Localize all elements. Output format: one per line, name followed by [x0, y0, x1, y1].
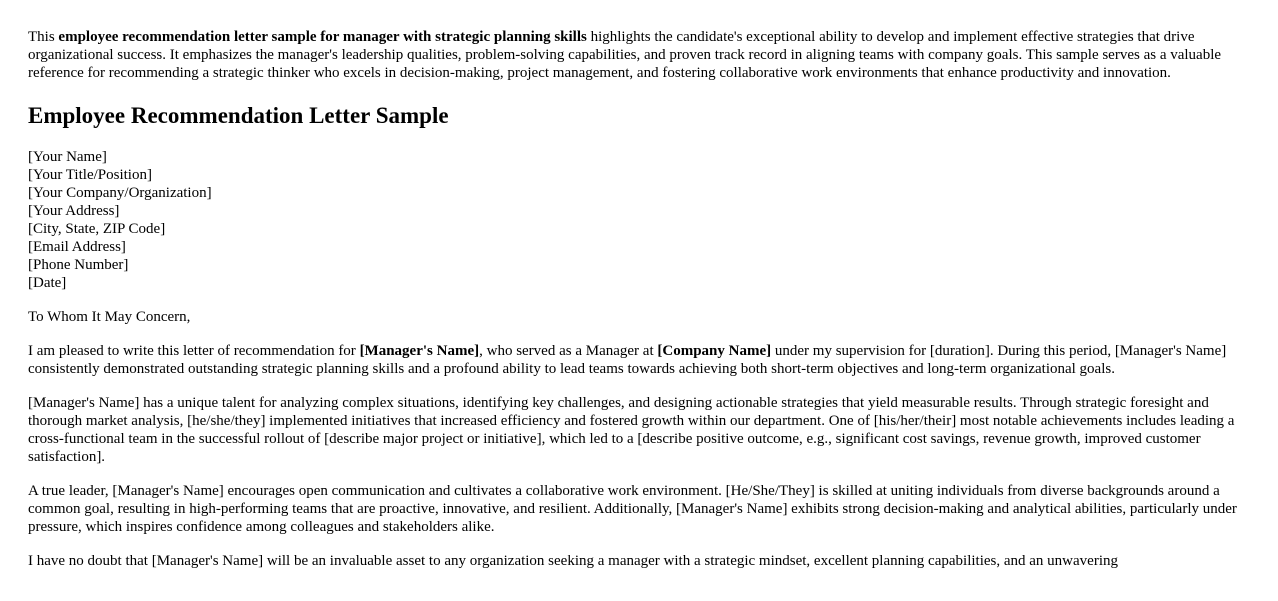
- letter-heading: Employee Recommendation Letter Sample: [28, 103, 449, 128]
- letter-paragraph-4: I have no doubt that [Manager's Name] will be an invaluable asset to any organization seeking a manager with a strategic mindset, excellent planning capabilities, and an unwavering: [28, 553, 1118, 569]
- letter-paragraph-2: [Manager's Name] has a unique talent for analyzing complex situations, identifying key challenges, and designing actionable strategies that yield measurable results. Through strategic foresight and thorough market analysis, [he/she/they] implemented initiatives that increased efficiency and fostered growth within our department. One of [his/her/their] most notable achievements includes leading a cross-functional team in the successful rollout of [describe major project or initiative], which led to a [describe positive outcome, e.g., significant cost savings, revenue growth, improved customer satisfaction].: [28, 395, 1235, 465]
- letter-date: [Date]: [28, 275, 67, 291]
- letter-paragraph-1: [28, 342, 1250, 378]
- letter-paragraph-3: A true leader, [Manager's Name] encourages open communication and cultivates a collaborative work environment. [He/She/They] is skilled at uniting individuals from diverse backgrounds around a common goal, resulting in high-performing teams that are proactive, innovative, and resilient. Additionally, [Manager's Name] exhibits strong decision-making and analytical abilities, particularly under pressure, which inspires confidence among colleagues and stakeholders alike.: [28, 483, 1237, 535]
- sender-phone: [Phone Number]: [28, 257, 129, 273]
- intro-lead-text: This: [28, 29, 59, 45]
- sender-city-state-zip: [City, State, ZIP Code]: [28, 221, 166, 237]
- sender-address-block: [28, 148, 1250, 292]
- salutation: To Whom It May Concern,: [28, 309, 191, 325]
- para1-text-a: I am pleased to write this letter of recommendation for: [28, 343, 360, 359]
- document-page: [28, 28, 1250, 586]
- intro-rest-text: highlights the candidate's exceptional ability to develop and implement effective strategies that drive organizational success. It emphasizes the manager's leadership qualities, problem-solving capabilities, and proven track record in aligning teams with company goals. This sample serves as a valuable reference for recommending a strategic thinker who excels in decision-making, project management, and fostering collaborative work environments that enhance productivity and innovation.: [28, 29, 1222, 81]
- sender-title: [Your Title/Position]: [28, 167, 152, 183]
- para1-manager-name: [Manager's Name]: [359, 343, 480, 359]
- sender-company: [Your Company/Organization]: [28, 185, 212, 201]
- sender-email: [Email Address]: [28, 239, 126, 255]
- sender-address: [Your Address]: [28, 203, 120, 219]
- para1-text-d: under my supervision for [duration]. During this period, [Manager's Name] consistently demonstrated outstanding strategic planning skills and a profound ability to lead teams towards achieving both short-term objectives and long-term organizational goals.: [28, 343, 1227, 377]
- para1-text-c: , who served as a Manager at: [479, 343, 658, 359]
- sender-name: [Your Name]: [28, 149, 107, 165]
- intro-paragraph: [28, 28, 1250, 82]
- intro-bold-text: employee recommendation letter sample for manager with strategic planning skills: [58, 29, 587, 45]
- para1-company-name: [Company Name]: [657, 343, 772, 359]
